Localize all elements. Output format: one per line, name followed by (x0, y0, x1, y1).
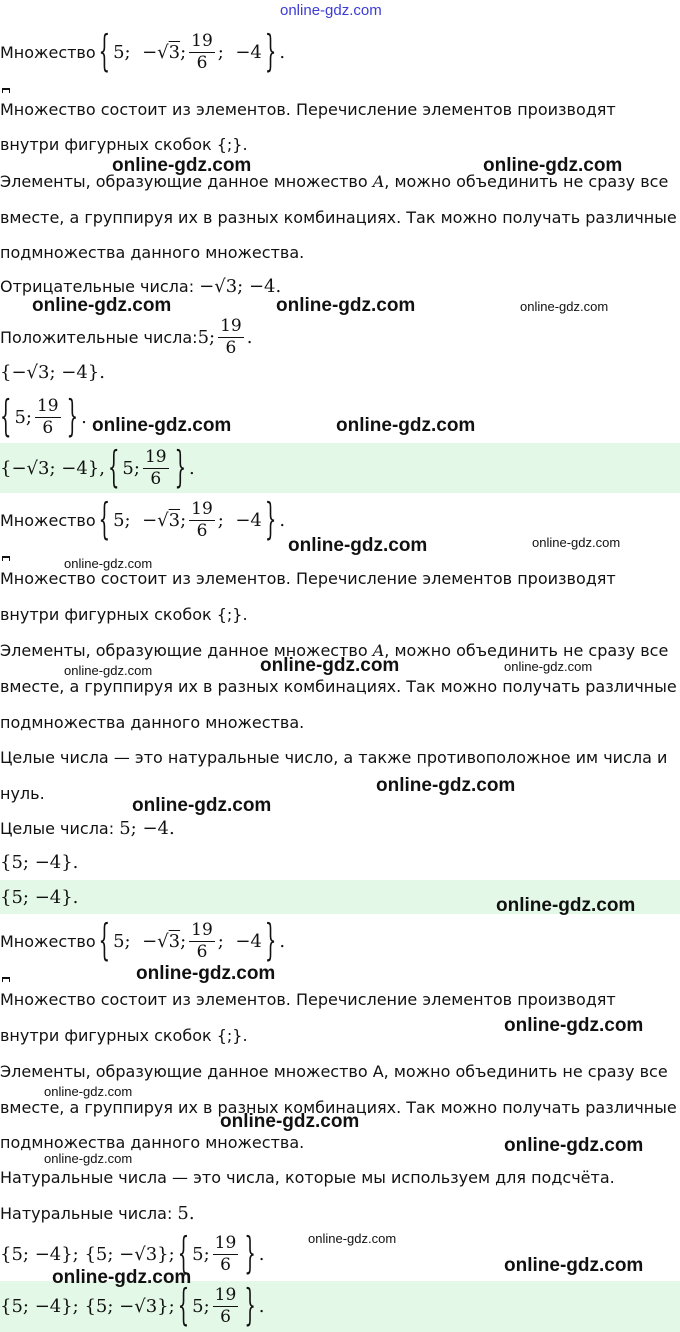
subset-positive: { 5; $\frac{19}{6}$ } . (0, 391, 87, 443)
element-minus-4: −4 (235, 930, 262, 952)
brace-close: } (244, 1281, 256, 1332)
watermark: online-gdz.com (376, 775, 516, 796)
set-definition-1: Множество { 5; −√3; $\frac{19}{6}$ ; −4 } . (0, 26, 286, 78)
label: Натуральные числа: (0, 1204, 178, 1223)
watermark: online-gdz.com (220, 1111, 360, 1132)
set-element-4: ; −4 (217, 509, 262, 531)
frac-den: 6 (225, 337, 237, 358)
fraction-19-6 (213, 1285, 239, 1328)
text-line: Элементы, образующие данное множество А, можно объединить не сразу все (0, 1062, 668, 1081)
fraction-19-6 (218, 316, 244, 359)
fraction-19-6 (213, 1233, 239, 1276)
frac-num: 19 (191, 498, 213, 519)
brace-close: } (66, 391, 79, 443)
answer-subset-b: 5; (122, 457, 140, 479)
text-line: внутри фигурных скобок {;}. (0, 605, 248, 624)
brace-open: { (98, 26, 111, 78)
text-line: подмножества данного множества. (0, 243, 305, 262)
fraction-19-6 (189, 31, 215, 74)
text-line: вместе, а группируя их в разных комбинациях. Так можно получать различные (0, 208, 677, 227)
positive-numbers-line: Положительные числа: 5; $\frac{19}{6}$ . (0, 315, 253, 358)
set-definition-2: Множество { 5; −√3; $\frac{19}{6}$ ; −4 } . (0, 494, 286, 546)
watermark: online-gdz.com (504, 1015, 644, 1036)
frac-den: 6 (42, 417, 54, 438)
brace-close: } (264, 494, 277, 546)
section-marker (2, 556, 10, 561)
subset-integers: {5; −4}. (0, 852, 79, 873)
set-label: Множество (0, 510, 96, 530)
watermark: online-gdz.com (112, 155, 252, 176)
frac-den: 6 (220, 1307, 231, 1327)
answer-1: {−√3; −4}, { 5; $\frac{19}{6}$ } . (0, 442, 195, 494)
element-minus-4: −4 (235, 41, 262, 63)
text-span: Элементы, образующие данное множество (0, 172, 373, 191)
frac-den: 6 (196, 52, 208, 73)
watermark: online-gdz.com (64, 556, 153, 571)
text-line: Множество состоит из элементов. Перечисление элементов производят (0, 569, 616, 588)
answer-subsets: {5; −4}; {5; −√3}; (0, 1296, 175, 1317)
frac-num: 19 (214, 1285, 237, 1305)
text-line: вместе, а группируя их в разных комбинациях. Так можно получать различные (0, 677, 677, 696)
frac-den: 6 (220, 1254, 231, 1275)
brace-open: { (98, 494, 111, 546)
fraction-19-6 (189, 499, 215, 542)
watermark: online-gdz.com (52, 1267, 192, 1288)
text-span: Элементы, образующие данное множество (0, 641, 373, 660)
values: 5; (192, 1243, 210, 1265)
text-line: подмножества данного множества. (0, 713, 305, 732)
set-variable: A (372, 172, 385, 191)
watermark: online-gdz.com (32, 295, 172, 316)
text-span: , можно объединить не сразу все (384, 641, 669, 660)
text-line: Натуральные числа — это числа, которые мы используем для подсчёта. (0, 1168, 615, 1187)
watermark: online-gdz.com (520, 299, 609, 314)
brace-open: { (98, 915, 111, 967)
values: 5. (177, 1203, 195, 1224)
brace-open: { (0, 391, 12, 443)
fraction-19-6 (189, 920, 215, 963)
set-element-4: ; −4 (217, 41, 262, 63)
watermark: online-gdz.com (64, 663, 153, 678)
watermark: online-gdz.com (504, 1135, 644, 1156)
brace-open: { (177, 1281, 190, 1332)
set-variable: A (372, 641, 385, 660)
watermark: online-gdz.com (132, 795, 272, 816)
set-element-1: 5; −√3; (113, 41, 187, 63)
frac-den: 6 (150, 468, 162, 489)
brace-close: } (264, 26, 277, 78)
watermark: online-gdz.com (308, 1231, 397, 1246)
brace-close: } (174, 442, 187, 494)
set-label: Множество (0, 931, 96, 951)
values: 5; (197, 326, 216, 348)
label: Отрицательные числа: (0, 277, 200, 296)
set-element-1: 5; −√3; (113, 509, 187, 531)
text-span: , можно объединить не сразу все (384, 172, 669, 191)
label: Целые числа: (0, 819, 120, 838)
frac-den: 6 (196, 520, 208, 541)
values: −√3; −4. (199, 276, 282, 297)
set-label: Множество (0, 42, 96, 62)
text-line: Целые числа — это натуральные число, а также противоположное им числа и (0, 748, 668, 767)
text-line: Множество состоит из элементов. Перечисление элементов производят (0, 990, 616, 1009)
answer-subset-a: {−√3; −4}, (0, 457, 105, 479)
watermark: online-gdz.com (496, 895, 636, 916)
watermark: online-gdz.com (260, 655, 400, 676)
fraction-19-6 (143, 447, 169, 490)
section-marker (2, 88, 10, 93)
text-line: внутри фигурных скобок {;}. (0, 1026, 248, 1045)
answer-3: {5; −4}; {5; −√3}; { 5; $\frac{19}{6}$ } . (0, 1281, 265, 1332)
frac-num: 19 (191, 919, 213, 940)
values: 5; (14, 406, 32, 428)
watermark: online-gdz.com (504, 659, 593, 674)
watermark: online-gdz.com (483, 155, 623, 176)
text-line: подмножества данного множества. (0, 1133, 305, 1152)
set-element-4: ; −4 (217, 930, 262, 952)
fraction-19-6 (35, 396, 61, 439)
brace-close: } (244, 1228, 256, 1280)
set-definition-3: Множество { 5; −√3; $\frac{19}{6}$ ; −4 } . (0, 915, 286, 967)
frac-num: 19 (214, 1232, 237, 1253)
watermark-top: online-gdz.com (280, 2, 382, 19)
watermark: online-gdz.com (44, 1151, 133, 1166)
watermark: online-gdz.com (532, 535, 621, 550)
text-line: Множество состоит из элементов. Перечисление элементов производят (0, 100, 616, 119)
text-line: нуль. (0, 784, 45, 803)
text-line: вместе, а группируя их в разных комбинациях. Так можно получать различные (0, 1098, 677, 1117)
frac-den: 6 (196, 941, 208, 962)
section-marker (2, 977, 10, 982)
negative-numbers-line (0, 276, 281, 297)
label: Положительные числа: (0, 327, 198, 347)
integers-line (0, 818, 175, 839)
subsets-natural: {5; −4}; {5; −√3}; { 5; $\frac{19}{6}$ } . (0, 1228, 265, 1280)
subsets: {5; −4}; {5; −√3}; (0, 1243, 175, 1265)
watermark: online-gdz.com (92, 415, 232, 436)
brace-open: { (107, 442, 120, 494)
frac-num: 19 (220, 315, 242, 336)
values: 5; −4. (119, 818, 175, 839)
answer-2: {5; −4}. (0, 887, 79, 908)
watermark: online-gdz.com (336, 415, 476, 436)
natural-numbers-line (0, 1203, 195, 1224)
watermark: online-gdz.com (288, 535, 428, 556)
frac-num: 19 (36, 395, 59, 416)
subset-negative: {−√3; −4}. (0, 362, 105, 383)
watermark: online-gdz.com (136, 963, 276, 984)
set-element-1: 5; −√3; (113, 930, 187, 952)
frac-num: 19 (144, 446, 167, 467)
watermark: online-gdz.com (504, 1255, 644, 1276)
brace-open: { (177, 1228, 190, 1280)
watermark: online-gdz.com (276, 295, 416, 316)
text-line: внутри фигурных скобок {;}. (0, 135, 248, 154)
brace-close: } (264, 915, 277, 967)
values: 5; (192, 1296, 210, 1317)
watermark: online-gdz.com (44, 1084, 133, 1099)
element-minus-4: −4 (235, 509, 262, 531)
frac-num: 19 (191, 30, 213, 51)
